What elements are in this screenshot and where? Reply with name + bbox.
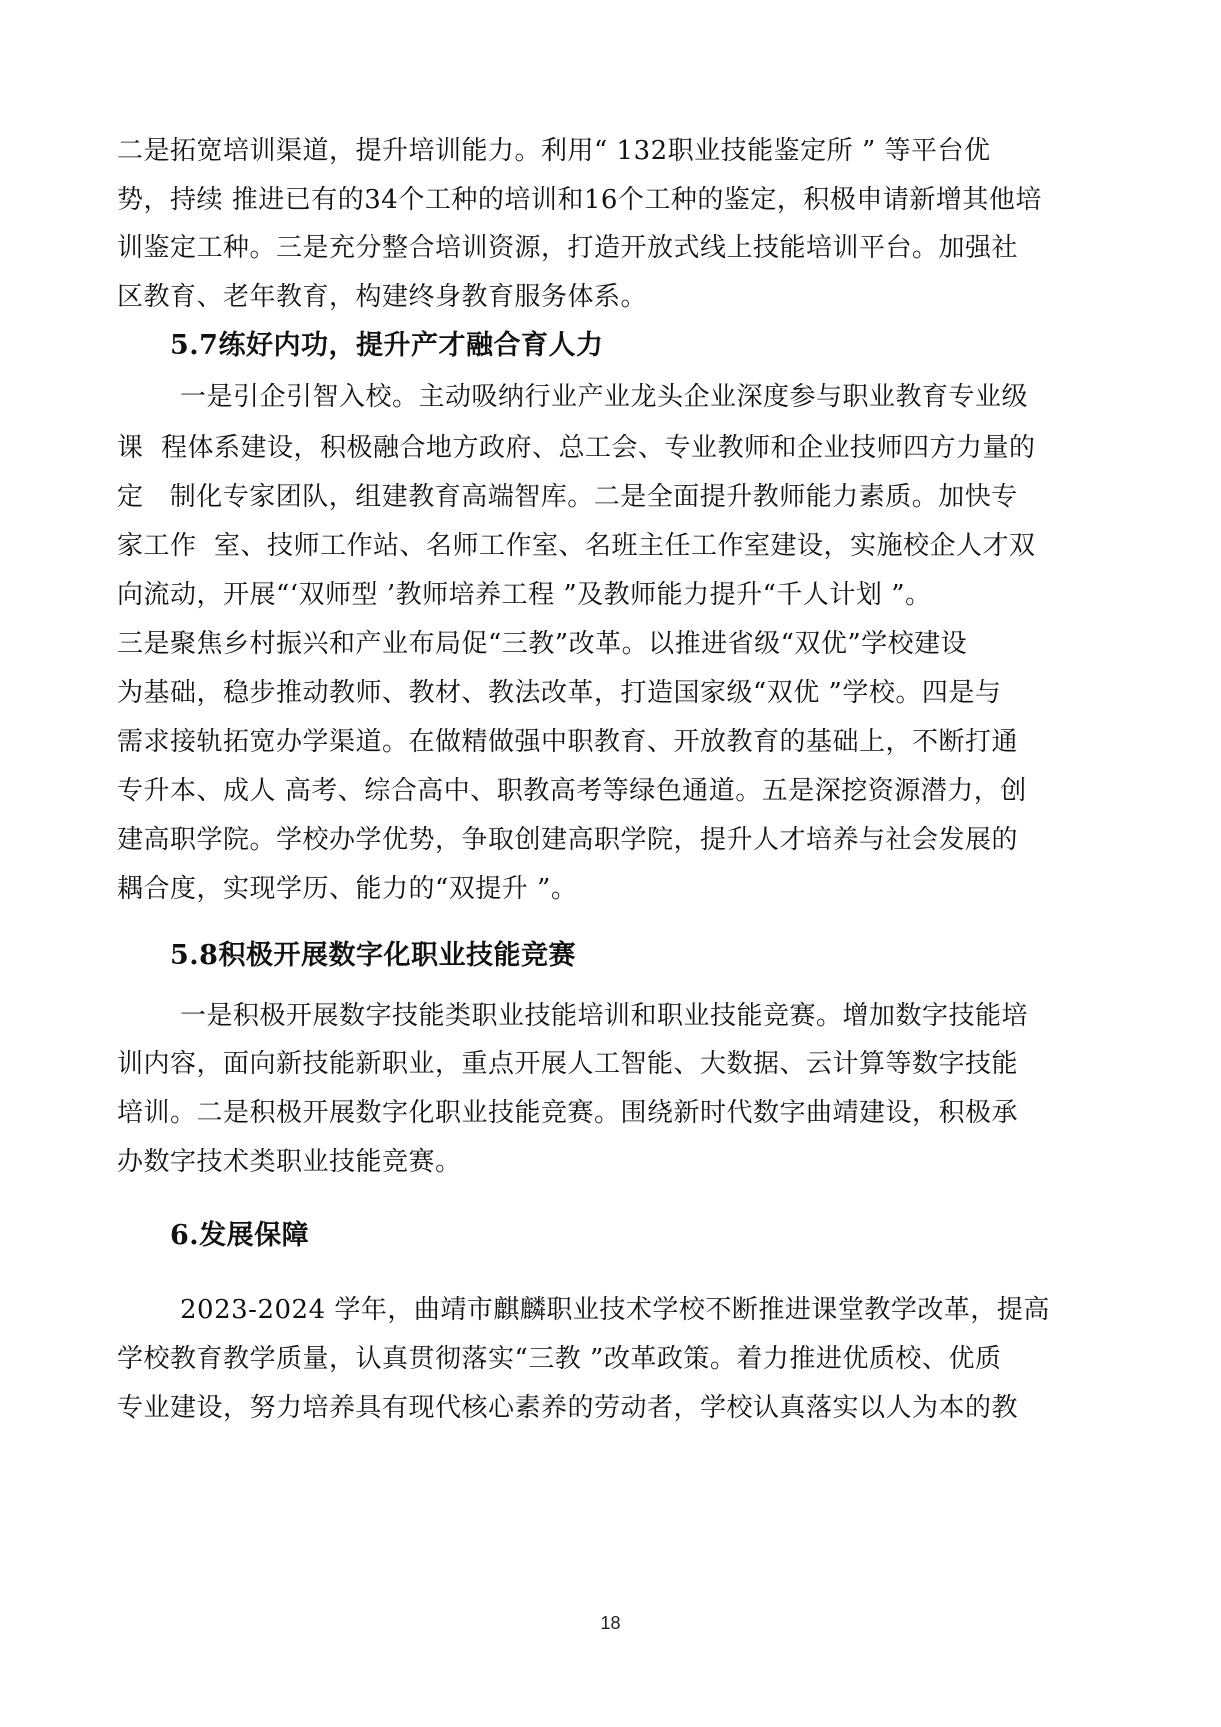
paragraph-line: 一是引企引智入校。主动吸纳行业产业龙头企业深度参与职业教育专业级 bbox=[180, 382, 1029, 412]
paragraph-line: 一是积极开展数字技能类职业技能培训和职业技能竞赛。增加数字技能培 bbox=[180, 1001, 1029, 1031]
paragraph-line: 办数字技术类职业技能竞赛。 bbox=[117, 1147, 462, 1177]
paragraph-line: 耦合度，实现学历、能力的“双提升 ”。 bbox=[117, 874, 578, 904]
paragraph-line: 需求接轨拓宽办学渠道。在做精做强中职教育、开放教育的基础上，不断打通 bbox=[117, 727, 1019, 757]
paragraph-line: 势，持续 推进已有的34个工种的培训和16个工种的鉴定，积极申请新增其他培 bbox=[117, 185, 1042, 215]
paragraph-line: 定 制化专家团队，组建教育高端智库。二是全面提升教师能力素质。加快专 bbox=[117, 482, 1018, 512]
paragraph-line: 为基础，稳步推动教师、教材、教法改革，打造国家级“双优 ”学校。四是与 bbox=[117, 678, 1002, 708]
paragraph-line: 二是拓宽培训渠道，提升培训能力。利用“ 132职业技能鉴定所 ” 等平台优 bbox=[117, 136, 991, 166]
paragraph-line: 区教育、老年教育，构建终身教育服务体系。 bbox=[117, 282, 648, 312]
paragraph-line: 训鉴定工种。三是充分整合培训资源，打造开放式线上技能培训平台。加强社 bbox=[117, 233, 1019, 263]
paragraph-line: 专升本、成人 高考、综合高中、职教高考等绿色通道。五是深挖资源潜力，创 bbox=[117, 776, 1027, 806]
paragraph-line: 学校教育教学质量，认真贯彻落实“三教 ”改革政策。着力推进优质校、优质 bbox=[117, 1344, 1002, 1374]
paragraph-line: 向流动，开展“‘双师型 ’教师培养工程 ”及教师能力提升“千人计划 ”。 bbox=[117, 580, 932, 610]
page-number: 18 bbox=[600, 1613, 621, 1633]
paragraph-line: 训内容，面向新技能新职业，重点开展人工智能、大数据、云计算等数字技能 bbox=[117, 1049, 1019, 1079]
paragraph-line: 建高职学院。学校办学优势，争取创建高职学院，提升人才培养与社会发展的 bbox=[117, 825, 1019, 855]
paragraph-line: 专业建设，努力培养具有现代核心素养的劳动者，学校认真落实以人为本的教 bbox=[117, 1393, 1019, 1423]
section-heading-5-7: 5.7练好内功，提升产才融合育人力 bbox=[170, 330, 604, 361]
paragraph-line: 课 程体系建设，积极融合地方政府、总工会、专业教师和企业技师四方力量的 bbox=[117, 433, 1036, 463]
section-heading-6: 6.发展保障 bbox=[170, 1220, 310, 1251]
paragraph-line: 2023-2024 学年，曲靖市麒麟职业技术学校不断推进课堂教学改革，提高 bbox=[180, 1295, 1050, 1325]
section-heading-5-8: 5.8积极开展数字化职业技能竞赛 bbox=[170, 940, 576, 971]
paragraph-line: 培训。二是积极开展数字化职业技能竞赛。围绕新时代数字曲靖建设，积极承 bbox=[117, 1098, 1019, 1128]
paragraph-line: 家工作 室、技师工作站、名师工作室、名班主任工作室建设，实施校企人才双 bbox=[117, 531, 1036, 561]
paragraph-line: 三是聚焦乡村振兴和产业布局促“三教”改革。以推进省级“双优”学校建设 bbox=[117, 629, 968, 659]
